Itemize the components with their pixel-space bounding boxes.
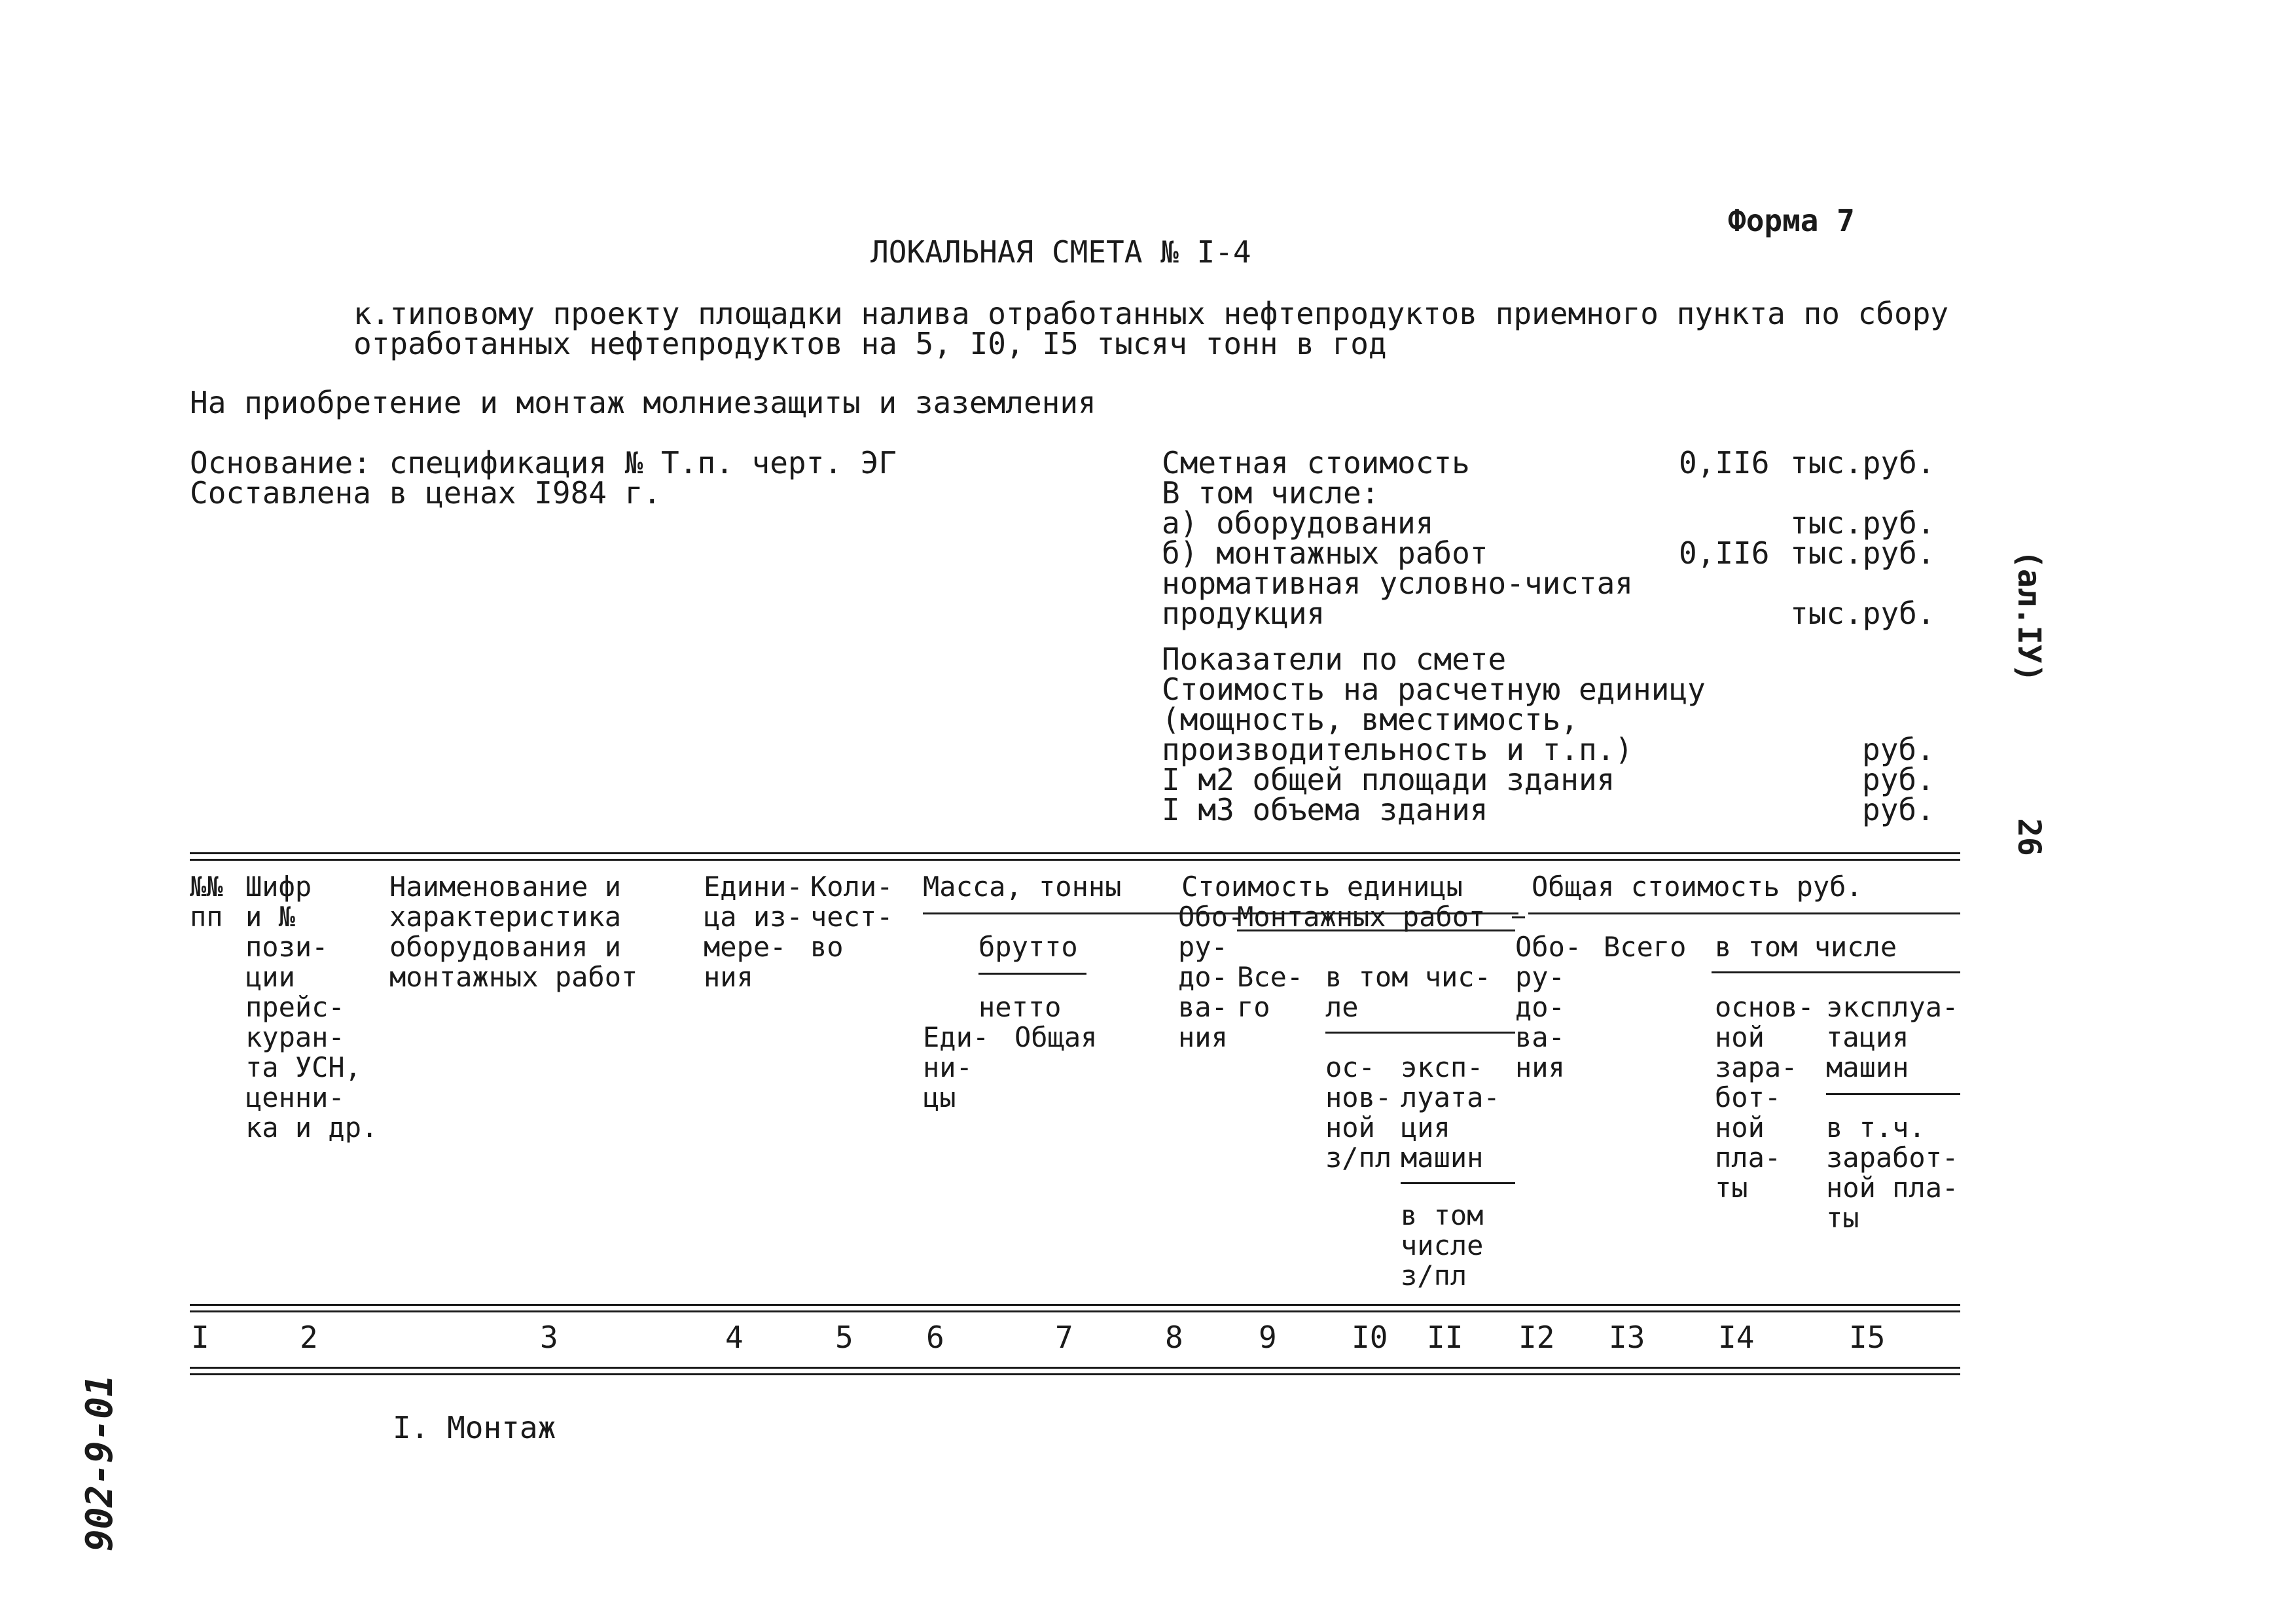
- col-number: 3: [540, 1320, 558, 1355]
- cost-equipment-label: а) оборудования: [1162, 505, 1434, 541]
- normative-label: нормативная условно-чистая: [1162, 566, 1634, 601]
- header-total-all: Всего: [1604, 931, 1687, 963]
- form-number: Форма 7: [1728, 203, 1855, 238]
- indicator-line2: (мощность, вместимость,: [1162, 702, 1579, 737]
- col-number: 5: [835, 1320, 853, 1355]
- header-mass-total: Общая: [1014, 1021, 1098, 1053]
- header-mass-brutto: брутто: [978, 931, 1078, 963]
- arrow-tick: [1512, 916, 1525, 918]
- indicator-unit4: руб.: [1862, 762, 1935, 797]
- header-mounting-basic: ос- нов- ной з/пл: [1325, 1051, 1392, 1174]
- mounting-incl-rule: [1325, 1032, 1515, 1034]
- col-number: 2: [300, 1320, 318, 1355]
- total-mach-rule: [1826, 1093, 1960, 1095]
- document-title: ЛОКАЛЬНАЯ СМЕТА № I-4: [870, 234, 1251, 270]
- col-number: I3: [1609, 1320, 1645, 1355]
- cost-incl-label: В том числе:: [1162, 475, 1380, 511]
- header-total-incl: в том числе: [1715, 931, 1897, 963]
- purpose-text: На приобретение и монтаж молниезащиты и заземления: [190, 385, 1096, 420]
- header-bottom-rule: [190, 1304, 1960, 1306]
- total-cost-rule: [1528, 912, 1960, 914]
- col-number: I5: [1849, 1320, 1886, 1355]
- header-quantity: Коли- чест- во: [810, 871, 893, 963]
- header-equipment: Обо- ру- до- ва- ния: [1178, 901, 1245, 1053]
- table-top-rule: [190, 852, 1960, 854]
- col-number: I0: [1352, 1320, 1388, 1355]
- col-number: 8: [1165, 1320, 1183, 1355]
- col-number: II: [1427, 1320, 1463, 1355]
- mach-incl-rule: [1401, 1182, 1515, 1184]
- header-unit-cost: Стоимость единицы: [1181, 871, 1463, 903]
- header-mounting-title: Монтажных работ: [1237, 901, 1486, 933]
- col-number: 9: [1259, 1320, 1277, 1355]
- header-cipher: Шифр и № пози- ции прейс- куран- та УСН, ценни- ка и др.: [245, 871, 378, 1144]
- header-name: Наименование и характеристика оборудования и монтажных работ: [389, 871, 638, 993]
- header-total-basic: основ- ной зара- бот- ной пла- ты: [1715, 991, 1814, 1204]
- numbers-bottom-rule: [190, 1367, 1960, 1369]
- indicator-line4: I м2 общей площади здания: [1162, 762, 1615, 797]
- basis-line: Основание: спецификация № Т.п. черт. ЭГ: [190, 445, 897, 480]
- header-mass-netto: нетто: [978, 991, 1062, 1023]
- page-number: 26: [2011, 818, 2047, 856]
- normative-label-2: продукция: [1162, 596, 1325, 631]
- prices-line: Составлена в ценах I984 г.: [190, 475, 662, 511]
- header-row-number: №№ пп: [190, 871, 223, 933]
- indicator-line3: производительность и т.п.): [1162, 732, 1634, 767]
- col-number: 4: [725, 1320, 744, 1355]
- cost-unit: тыс.руб.: [1790, 445, 1935, 480]
- col-number: 6: [926, 1320, 944, 1355]
- indicators-title: Показатели по смете: [1162, 641, 1507, 677]
- cost-mounting-label: б) монтажных работ: [1162, 535, 1488, 571]
- section-title: I. Монтаж: [393, 1410, 556, 1445]
- header-mass-title: Масса, тонны: [923, 871, 1122, 903]
- col-number: 7: [1055, 1320, 1073, 1355]
- col-number: I: [191, 1320, 209, 1355]
- indicator-unit3: руб.: [1862, 732, 1935, 767]
- cost-mounting-value: 0,II6: [1679, 535, 1770, 571]
- header-total-machines-incl: в т.ч. заработ- ной пла- ты: [1826, 1111, 1959, 1234]
- header-mass-unit: Еди- ни- цы: [923, 1021, 990, 1113]
- header-bottom-rule-2: [190, 1310, 1960, 1312]
- header-total-machines: эксплуа- тация машин: [1826, 991, 1959, 1083]
- col-number: I2: [1518, 1320, 1555, 1355]
- cost-label: Сметная стоимость: [1162, 445, 1470, 480]
- numbers-bottom-rule-2: [190, 1373, 1960, 1375]
- total-incl-rule: [1712, 971, 1960, 973]
- indicator-line5: I м3 объема здания: [1162, 792, 1488, 827]
- indicator-unit5: руб.: [1862, 792, 1935, 827]
- header-total-equipment: Обо- ру- до- ва- ния: [1515, 931, 1582, 1083]
- cost-equipment-unit: тыс.руб.: [1790, 505, 1935, 541]
- header-mounting-incl: в том чис- ле: [1325, 961, 1491, 1023]
- document-code: 902-9-01: [79, 1375, 121, 1551]
- header-mounting-machines-incl: в том числе з/пл: [1401, 1199, 1484, 1291]
- normative-unit: тыс.руб.: [1790, 596, 1935, 631]
- header-unit: Едини- ца из- мере- ния: [704, 871, 803, 993]
- cost-value: 0,II6: [1679, 445, 1770, 480]
- header-total-cost: Общая стоимость руб.: [1532, 871, 1863, 903]
- header-mounting-all: Все- го: [1237, 961, 1304, 1023]
- header-mounting-machines: эксп- луата- ция машин: [1401, 1051, 1500, 1174]
- subtitle-line1: к.типовому проекту площадки налива отработанных нефтепродуктов приемного пункта по сбору: [353, 296, 1949, 331]
- subtitle-line2: отработанных нефтепродуктов на 5, I0, I5 тысяч тонн в год: [353, 326, 1387, 361]
- brutto-rule: [978, 973, 1086, 975]
- album-label: (ал.IУ): [2011, 550, 2047, 683]
- col-number: I4: [1718, 1320, 1755, 1355]
- table-top-rule-2: [190, 859, 1960, 861]
- cost-mounting-unit: тыс.руб.: [1790, 535, 1935, 571]
- indicator-line1: Стоимость на расчетную единицу: [1162, 672, 1706, 707]
